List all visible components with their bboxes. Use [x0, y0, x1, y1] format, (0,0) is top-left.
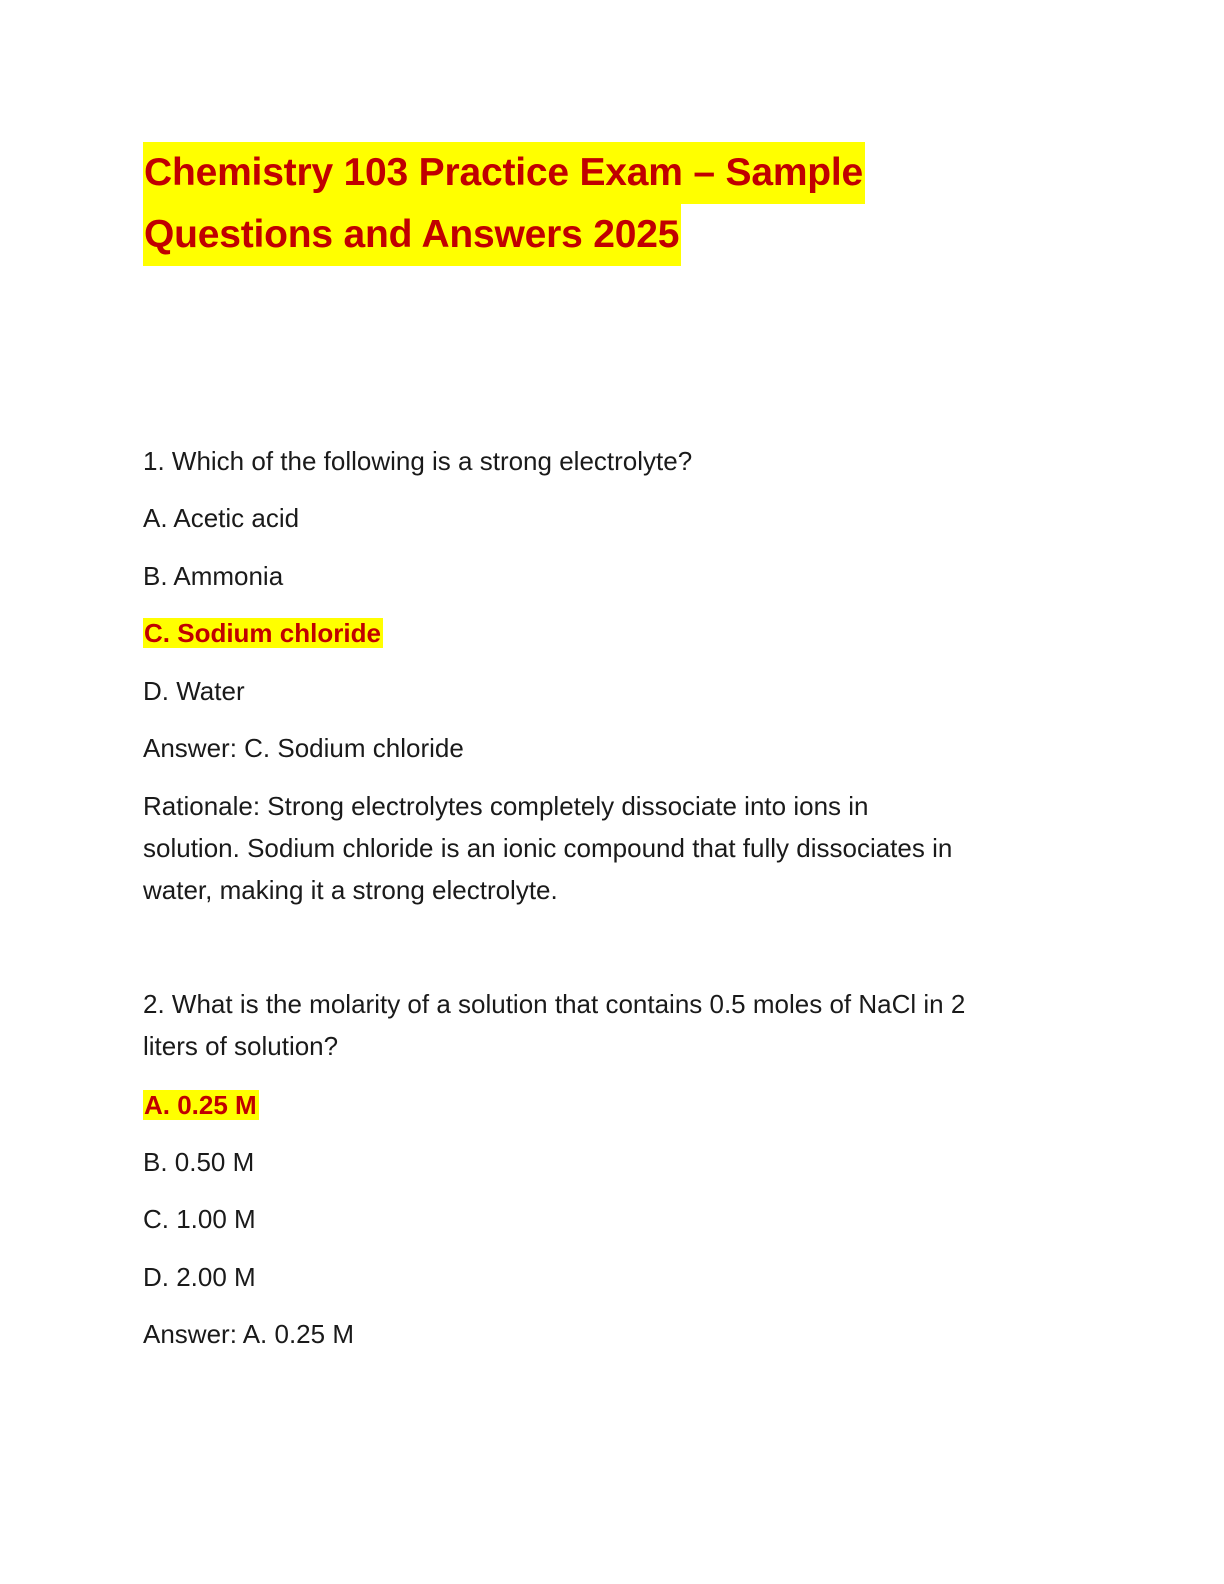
question-1-option-c-correct — [143, 612, 383, 654]
question-line: liters of solution? — [143, 1031, 339, 1061]
question-2-option-c — [143, 1198, 256, 1240]
question-1-option-a — [143, 497, 299, 539]
question-2-text — [143, 983, 1073, 1067]
rationale-line: Rationale: Strong electrolytes completely dissociate into ions in — [143, 791, 869, 821]
option-label: D. 2.00 M — [143, 1262, 256, 1292]
question-2-answer: Answer: A. 0.25 M — [143, 1319, 354, 1349]
title-line-2: Questions and Answers 2025 — [143, 204, 681, 266]
option-label: D. Water — [143, 676, 245, 706]
title-line-1: Chemistry 103 Practice Exam – Sample — [143, 142, 865, 204]
option-label: A. Acetic acid — [143, 503, 300, 533]
question-1-text: 1. Which of the following is a strong electrolyte? — [143, 446, 693, 476]
document-title — [143, 142, 1043, 266]
highlighted-option-label: A. 0.25 M — [144, 1090, 257, 1120]
option-label: B. Ammonia — [143, 561, 284, 591]
rationale-line: water, making it a strong electrolyte. — [143, 875, 558, 905]
question-1-answer: Answer: C. Sodium chloride — [143, 733, 464, 763]
question-1-rationale — [143, 785, 1073, 911]
highlighted-option-label: C. Sodium chloride — [144, 618, 381, 648]
question-2-option-a-correct — [143, 1084, 259, 1126]
question-1-option-d — [143, 670, 245, 712]
question-1-option-b — [143, 555, 283, 597]
option-label: B. 0.50 M — [143, 1147, 255, 1177]
option-label: C. 1.00 M — [143, 1204, 256, 1234]
question-line: 2. What is the molarity of a solution that contains 0.5 moles of NaCl in 2 — [143, 989, 966, 1019]
question-2-option-b — [143, 1141, 254, 1183]
question-2-option-d — [143, 1256, 256, 1298]
rationale-line: solution. Sodium chloride is an ionic compound that fully dissociates in — [143, 833, 953, 863]
